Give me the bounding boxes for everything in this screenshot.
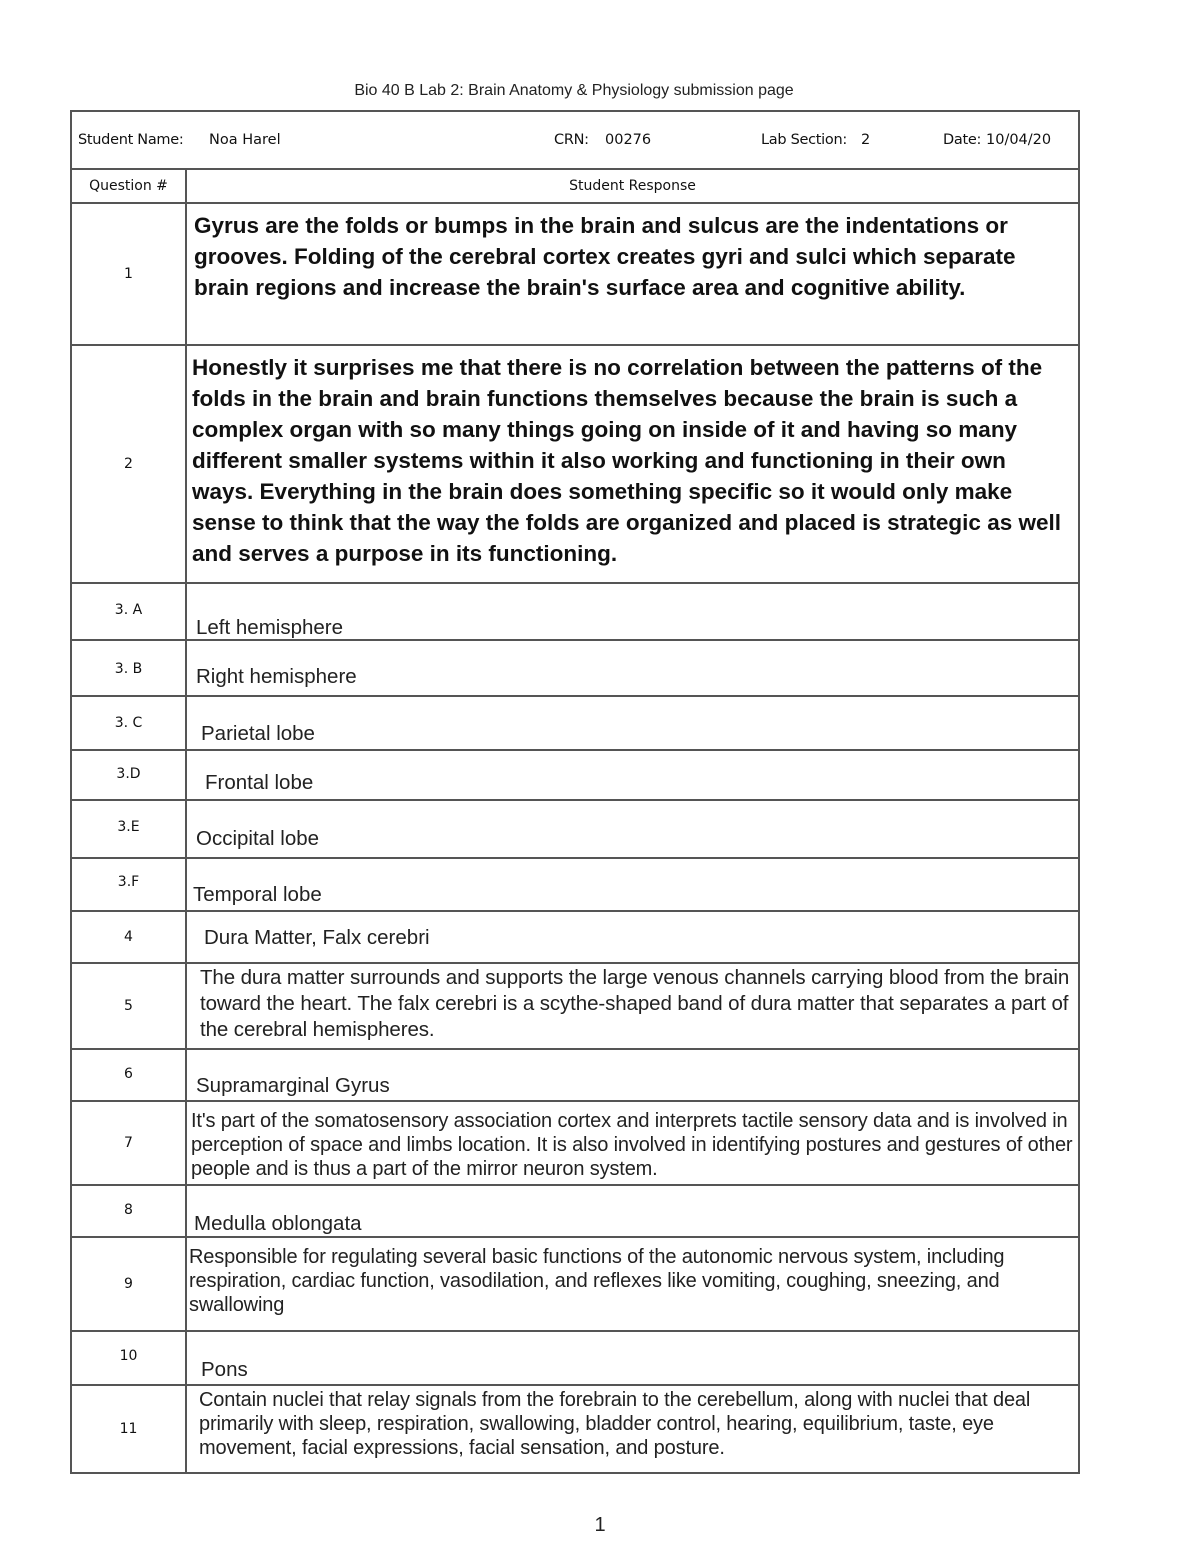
question-row-9 xyxy=(72,1238,1078,1332)
question-number: 3.D xyxy=(72,751,187,799)
response-text: Parietal lobe xyxy=(201,722,315,745)
response-text: Temporal lobe xyxy=(193,883,322,906)
date-value: 10/04/20 xyxy=(986,132,1052,148)
question-row-3a xyxy=(72,584,1078,641)
question-row-8 xyxy=(72,1186,1078,1238)
lab-section-value: 2 xyxy=(861,132,871,148)
question-row-1 xyxy=(72,204,1078,346)
question-row-4 xyxy=(72,912,1078,964)
response-text: Dura Matter, Falx cerebri xyxy=(204,926,430,949)
question-row-3d xyxy=(72,751,1078,801)
response-text: Responsible for regulating several basic functions of the autonomic nervous system, including respiration, cardiac function, vasodilation, and reflexes like vomiting, coughing, sneezing, and swallowing xyxy=(189,1246,1005,1316)
question-row-11 xyxy=(72,1386,1078,1472)
question-row-6 xyxy=(72,1050,1078,1102)
question-number: 11 xyxy=(72,1386,187,1472)
question-row-3e xyxy=(72,801,1078,859)
response-text: Right hemisphere xyxy=(196,665,357,688)
response-text: Medulla oblongata xyxy=(194,1212,362,1235)
question-number: 3.F xyxy=(72,859,187,910)
response-text: Frontal lobe xyxy=(205,771,314,794)
response-text: Contain nuclei that relay signals from the forebrain to the cerebellum, along with nuclei that deal primarily with sleep, respiration, swallowing, bladder control, hearing, equilibrium, taste, eye movement, facial expressions, facial sensation, and posture. xyxy=(199,1389,1031,1459)
crn-value: 00276 xyxy=(605,132,652,148)
question-row-10 xyxy=(72,1332,1078,1386)
response-text: Occipital lobe xyxy=(196,827,320,850)
submission-table xyxy=(70,110,1080,1474)
question-number: 3.E xyxy=(72,801,187,857)
question-row-3f xyxy=(72,859,1078,912)
crn-label: CRN: xyxy=(554,132,589,148)
student-name-label: Student Name: xyxy=(78,132,184,148)
student-info-row xyxy=(72,112,1078,170)
response-column-header: Student Response xyxy=(569,178,696,194)
question-row-3c xyxy=(72,697,1078,751)
response-text: Left hemisphere xyxy=(196,616,344,639)
response-text: Supramarginal Gyrus xyxy=(196,1074,390,1097)
question-row-3b xyxy=(72,641,1078,697)
page-number: 1 xyxy=(594,1514,606,1536)
question-number: 9 xyxy=(72,1238,187,1330)
question-number: 4 xyxy=(72,912,187,962)
question-number: 10 xyxy=(72,1332,187,1384)
question-row-7 xyxy=(72,1102,1078,1186)
response-text: Pons xyxy=(201,1358,248,1381)
response-text: Honestly it surprises me that there is no correlation between the patterns of the folds in the brain and brain functions themselves because the brain is such a complex organ with so many things going on inside of it and having so many different smaller systems within it also working and functioning in their own ways. Everything in the brain does something specific so it would only make sense to think that the way the folds are organized and placed is strategic as well and serves a purpose in its functioning. xyxy=(192,355,1061,566)
question-number: 2 xyxy=(72,346,187,582)
question-number: 5 xyxy=(72,964,187,1048)
question-number: 6 xyxy=(72,1050,187,1100)
column-header-row xyxy=(72,170,1078,204)
response-text: It's part of the somatosensory association cortex and interprets tactile sensory data and is involved in perception of space and limbs location. It is also involved in identifying postures and gestures of other people and is thus a part of the mirror neuron system. xyxy=(191,1110,1073,1180)
response-text: The dura matter surrounds and supports the large venous channels carrying blood from the brain toward the heart. The falx cerebri is a scythe-shaped band of dura matter that separates a part of the cerebral hemispheres. xyxy=(200,966,1070,1041)
question-number: 1 xyxy=(72,204,187,344)
question-number: 3. A xyxy=(72,584,187,639)
question-number: 8 xyxy=(72,1186,187,1236)
question-number: 7 xyxy=(72,1102,187,1184)
question-number: 3. B xyxy=(72,641,187,695)
date-label: Date: xyxy=(943,132,982,148)
question-number: 3. C xyxy=(72,697,187,749)
page-title: Bio 40 B Lab 2: Brain Anatomy & Physiology submission page xyxy=(354,82,794,99)
question-row-2 xyxy=(72,346,1078,584)
response-text: Gyrus are the folds or bumps in the brain and sulcus are the indentations or grooves. Folding of the cerebral cortex creates gyri and sulci which separate brain regions and increase the brain's surface area and cognitive ability. xyxy=(194,213,1016,300)
student-name-value: Noa Harel xyxy=(209,132,281,148)
question-column-header: Question # xyxy=(72,170,187,202)
lab-section-label: Lab Section: xyxy=(761,132,847,148)
question-row-5 xyxy=(72,964,1078,1050)
